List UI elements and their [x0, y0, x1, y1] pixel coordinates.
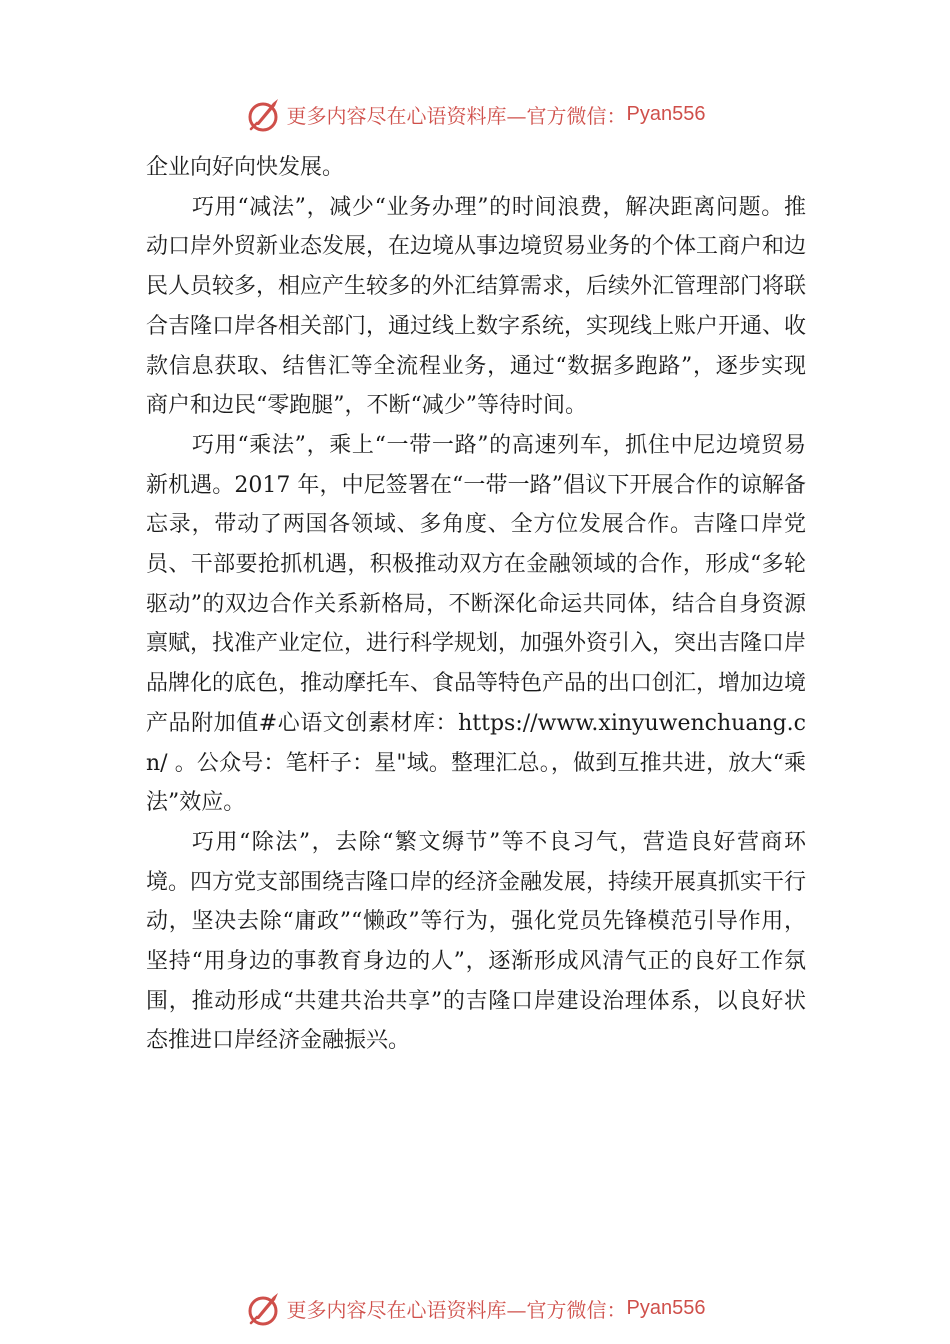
paragraph-subtraction: 巧用“减法”，减少“业务办理”的时间浪费，解决距离问题。推动口岸外贸新业态发展，在边境从事边境贸易业务的个体工商户和边民人员较多，相应产生较多的外汇结算需求，后续外汇管理部门将联合吉隆口岸各相关部门，通过线上数字系统，实现线上账户开通、收款信息获取、结售汇等全流程业务，通过“数据多跑路”，逐步实现商户和边民“零跑腿”，不断“减少”等待时间。 — [146, 194, 807, 419]
document-body — [146, 148, 806, 1061]
banner-text: 更多内容尽在心语资料库—官方微信： — [286, 1297, 627, 1322]
quill-pen-logo-icon — [245, 95, 285, 133]
header-watermark-banner — [0, 94, 950, 134]
paragraph-1: 企业向好向快发展。 — [146, 155, 345, 180]
banner-text: 更多内容尽在心语资料库—官方微信： — [286, 103, 627, 128]
paragraph-multiplication: 巧用“乘法”，乘上“一带一路”的高速列车，抓住中尼边境贸易新机遇。2017 年，中尼签署在“一带一路”倡议下开展合作的谅解备忘录，带动了两国各领域、多角度、全方位发展合作。吉隆口岸党员、干部要抢抓机遇，积极推动双方在金融领域的合作，形成“多轮驱动”的双边合作关系新格局，不断深化命运共同体，结合自身资源禀赋，找准产业定位，进行科学规划，加强外资引入，突出吉隆口岸品牌化的底色，推动摩托车、食品等特色产品的出口创汇，增加边境产品附加值#心语文创素材库：https://www.xinyuwenchuang.cn/ 。公众号：笔杆子：星"域。整理汇总。，做到互推共进，放大“乘法”效应。 — [146, 432, 807, 816]
banner-wechat-id: Pyan556 — [626, 1296, 706, 1319]
footer-watermark-banner — [0, 1288, 950, 1328]
quill-pen-logo-icon — [245, 1289, 285, 1327]
paragraph-division: 巧用“除法”，去除“繁文缛节”等不良习气，营造良好营商环境。四方党支部围绕吉隆口岸的经济金融发展，持续开展真抓实干行动，坚决去除“庸政”“懒政”等行为，强化党员先锋模范引导作用，坚持“用身边的事教育身边的人”，逐渐形成风清气正的良好工作氛围，推动形成“共建共治共享”的吉隆口岸建设治理体系，以良好状态推进口岸经济金融振兴。 — [146, 829, 807, 1054]
banner-wechat-id: Pyan556 — [626, 102, 706, 125]
